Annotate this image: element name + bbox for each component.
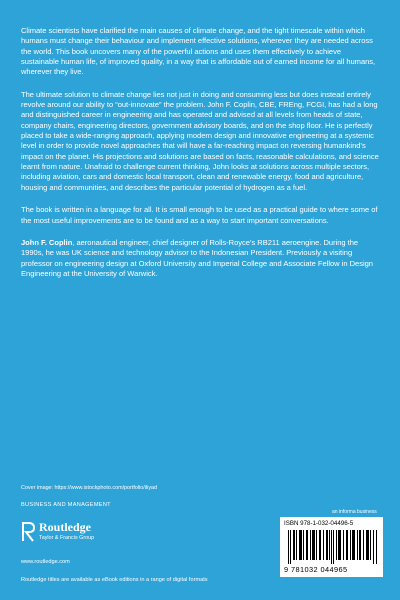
author-name: John F. Coplin [21, 237, 73, 247]
barcode-bars [288, 530, 378, 564]
cover-image-credit: Cover image: https://www.istockphoto.com/portfolio/iliyad [21, 485, 158, 491]
isbn-label: ISBN 978-1-032-04496-5 [284, 520, 354, 527]
informa-tagline: an informa business [332, 509, 377, 515]
back-cover-text [21, 26, 379, 291]
ebook-footnote: Routledge titles are available as eBook editions in a range of digital formats [21, 577, 208, 583]
description-paragraph-1: Climate scientists have clarified the main causes of climate change, and the tight timescale within which humans must change their behaviour and implement effective solutions, wherever they are needed across the world. This book uncovers many of the powerful actions and uses them effectively to achieve sustainable human life, of improved quality, in a way that is affordable out of earned income for all humans, wherever they live. [21, 26, 376, 77]
publisher-logo [21, 520, 141, 558]
author-bio-text: , aeronautical engineer, chief designer of Rolls-Royce’s RB211 aeroengine. During the 1990s, he was UK science and technology advisor to the Indonesian President. Previously a visiting professor on engineering design at Oxford University and Imperial College and Associate Fellow in Design Engineering at the University of Warwick. [21, 237, 373, 278]
barcode [280, 517, 383, 577]
author-bio [21, 238, 379, 279]
subject-category: BUSINESS AND MANAGEMENT [21, 502, 111, 508]
description-paragraph-3: The book is written in a language for all. It is small enough to be used as a practical guide to where some of the most useful improvements are to be found and as a way to start important conversations. [21, 205, 378, 225]
publisher-group: Taylor & Francis Group [39, 535, 95, 541]
publisher-name: Routledge [39, 520, 91, 534]
publisher-website: www.routledge.com [21, 559, 70, 565]
description-paragraph-2: The ultimate solution to climate change lies not just in doing and consuming less but does instead entirely revolve around our ability to “out-innovate” the problem. John F. Coplin, CBE, FREng, FCGI, has had a long and distinguished career in engineering and has operated and advised at all levels from heads of state, company chairs, engineering directors, government advisory boards, and on the shop floor. He is perfectly placed to take a wide-ranging approach, applying modern design and innovative engineering at a systemic level in order to provide novel approaches that will have a far-reaching impact on reversing humankind’s impact on the planet. His projections and solutions are based on facts, reasonable calculations, and science learnt from nature. Unafraid to challenge current thinking, John looks at solutions across multiple sectors, including aviation, cars and domestic local transport, clean and renewable energy, food and agriculture, housing and communities, and describes the particular potential of hydrogen as a fuel. [21, 89, 379, 192]
barcode-digits: 9 781032 044965 [284, 565, 348, 574]
routledge-logo-icon [21, 522, 35, 542]
